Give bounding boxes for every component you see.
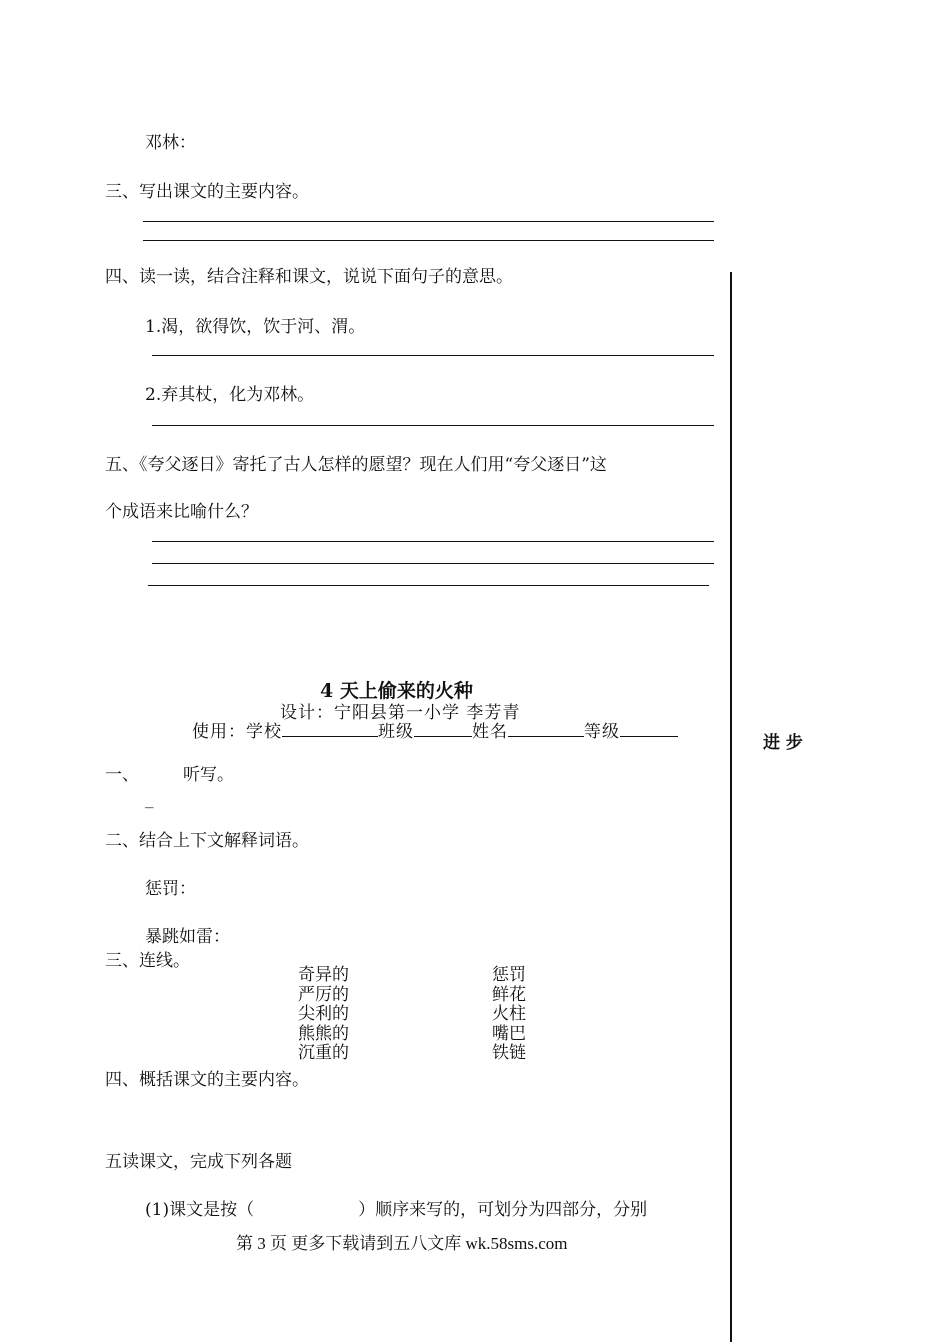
answer-line [152,563,714,564]
side-label: 进 步 [763,733,803,753]
dictation-mark: _ [145,789,154,809]
item-1-start: (1)课文是按（ [145,1200,255,1220]
match-right-column [492,966,526,1064]
grade-label: 等级 [584,722,620,742]
answer-line [143,221,714,222]
match-right-item[interactable]: 铁链 [492,1043,526,1063]
match-right-item[interactable]: 鲜花 [492,984,526,1005]
question-3-heading-match: 三、连线。 [105,951,190,971]
answer-line [152,355,714,356]
match-left-column [298,966,349,1064]
match-left-item[interactable]: 严厉的 [298,984,349,1005]
answer-line [148,585,709,586]
match-left-item[interactable]: 奇异的 [298,965,349,985]
word-rage: 暴跳如雷： [145,927,230,947]
denglin-label: 邓林： [145,133,196,153]
dictation-number: 一、 [105,765,139,785]
question-4-summary: 四、概括课文的主要内容。 [105,1070,309,1090]
dictation-heading: 听写。 [183,765,234,785]
name-blank[interactable] [508,720,584,737]
question-4-item-2: 2.弃其杖，化为邓林。 [145,385,315,405]
class-blank[interactable] [414,720,472,737]
question-2-heading: 二、结合上下文解释词语。 [105,831,309,851]
school-blank[interactable] [282,720,378,737]
match-left-item[interactable]: 尖利的 [298,1004,349,1024]
class-label: 班级 [378,722,414,742]
lesson-title: 4 天上偷来的火种 [320,680,473,702]
match-right-item[interactable]: 火柱 [492,1004,526,1024]
question-5-line-1: 五、《夸父逐日》寄托了古人怎样的愿望？现在人们用“夸父逐日”这 [105,455,607,475]
grade-blank[interactable] [620,720,678,737]
question-4-heading: 四、读一读，结合注释和课文，说说下面句子的意思。 [105,267,513,287]
match-right-item[interactable]: 惩罚 [492,965,526,985]
question-5-item-1 [145,1195,647,1220]
answer-line [152,425,714,426]
answer-line [152,541,714,542]
question-3-heading: 三、写出课文的主要内容。 [105,182,309,202]
usage-line [192,717,678,742]
question-5-line-2: 个成语来比喻什么？ [105,502,258,522]
match-left-item[interactable]: 熊熊的 [298,1023,349,1044]
item-1-end: ）顺序来写的，可划分为四部分，分别 [358,1200,648,1220]
page-footer: 第 3 页 更多下载请到五八文库 wk.58sms.com [236,1234,568,1253]
lesson-designer: 设计：宁阳县第一小学 李芳青 [280,703,521,723]
match-right-item[interactable]: 嘴巴 [492,1023,526,1044]
answer-line [143,240,714,241]
question-4-item-1: 1.渴，欲得饮，饮于河、渭。 [145,317,366,337]
name-label: 姓名 [472,722,508,742]
school-label: 使用：学校 [192,722,282,742]
question-5-heading: 五读课文，完成下列各题 [105,1152,292,1172]
word-punish: 惩罚： [145,879,196,899]
match-left-item[interactable]: 沉重的 [298,1043,349,1063]
margin-divider [730,272,732,1342]
